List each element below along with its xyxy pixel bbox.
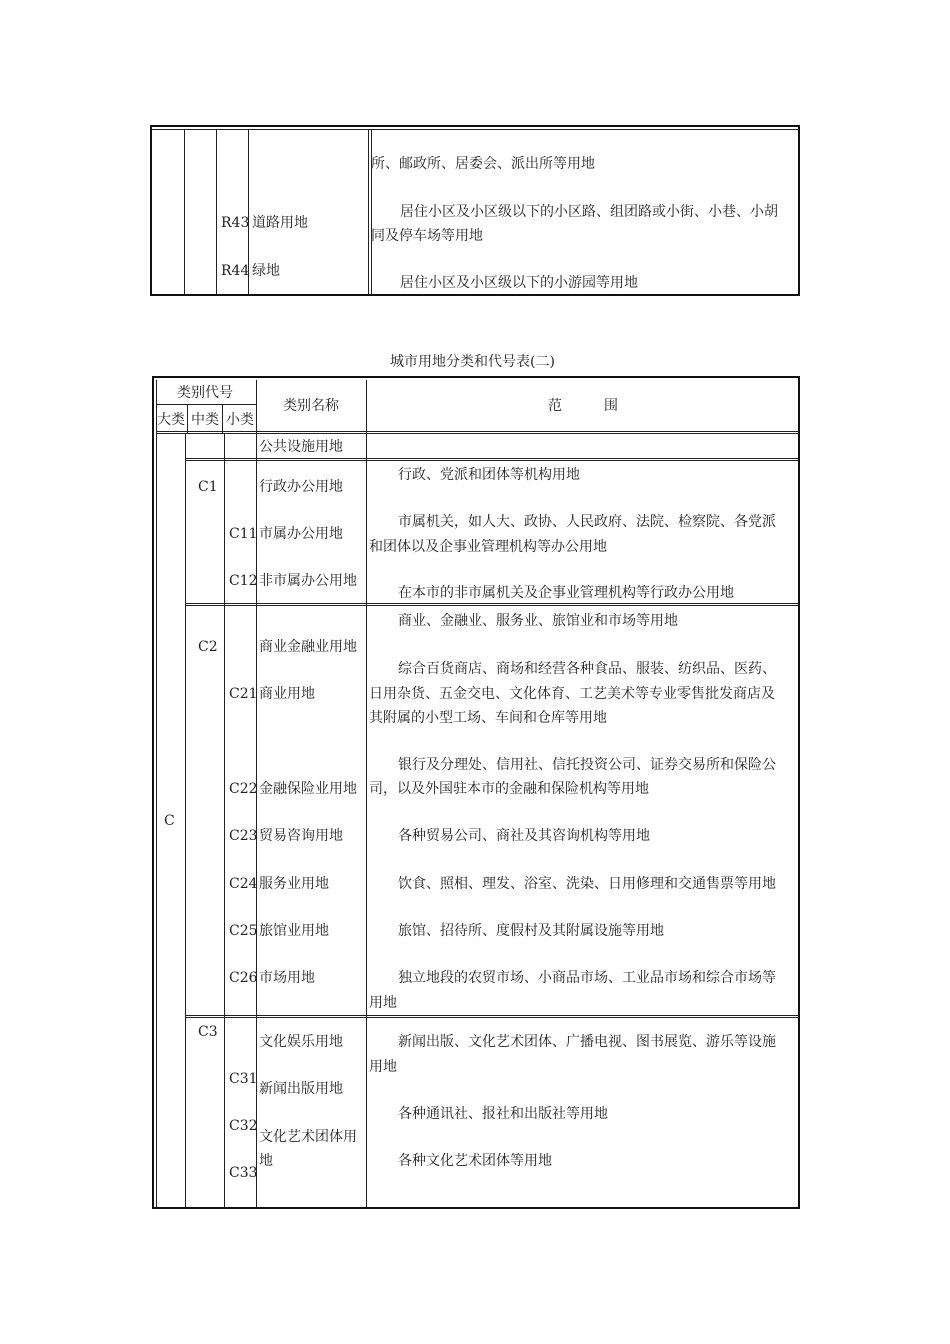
header-category-code: 类别代号 [177,385,233,401]
header-name: 类别名称 [283,398,339,414]
table-cell-name: 地 [259,1153,273,1169]
table-cell-scope: 各种文化艺术团体等用地 [398,1153,552,1169]
table-cell-scope: 居住小区及小区级以下的小游园等用地 [400,275,638,291]
table-cell-scope: 其附属的小型工场、车间和仓库等用地 [369,710,607,726]
table-cell-name: 商业金融业用地 [259,639,357,655]
table-cell-name: 文化艺术团体用 [259,1129,357,1145]
table-cell-scope: 日用杂货、五金交电、文化体育、工艺美术等专业零售批发商店及 [369,686,775,702]
table-cell-scope: 所、邮政所、居委会、派出所等用地 [371,156,595,172]
table-cell-scope: 各种贸易公司、商社及其咨询机构等用地 [398,828,650,844]
table-cell-scope: 银行及分理处、信用社、信托投资公司、证券交易所和保险公 [398,757,776,773]
table-cell-code: C21 [229,686,258,702]
table-cell-scope: 在本市的非市属机关及企事业管理机构等行政办公用地 [398,585,734,601]
table-cell-code: C12 [229,573,258,589]
table-cell-scope: 商业、金融业、服务业、旅馆业和市场等用地 [398,613,678,629]
table-title: 城市用地分类和代号表(二) [390,354,555,370]
table-cell-scope: 司，以及外国驻本市的金融和保险机构等用地 [369,781,649,797]
table-cell-scope: 独立地段的农贸市场、小商品市场、工业品市场和综合市场等 [398,970,776,986]
table-cell-code: C22 [229,781,258,797]
major-code: C [164,813,175,829]
table-cell-name: 商业用地 [259,686,315,702]
table-cell-scope: 和团体以及企事业管理机构等办公用地 [369,539,607,555]
table-cell-scope: 市属机关，如人大、政协、人民政府、法院、检察院、各党派 [398,514,776,530]
table-cell-code: C25 [229,923,258,939]
table-cell-code: C3 [198,1024,218,1040]
table-cell-scope: 居住小区及小区级以下的小区路、组团路或小街、小巷、小胡 [400,204,778,220]
table-cell-code: C11 [229,526,258,542]
table-cell-name: 文化娱乐用地 [259,1034,343,1050]
table-cell-name: 道路用地 [252,215,308,231]
table-cell-name: 服务业用地 [259,876,329,892]
table-cell-name: 贸易咨询用地 [259,828,343,844]
table-cell-name: 金融保险业用地 [259,781,357,797]
table-cell-scope: 同及停车场等用地 [371,228,483,244]
table-cell-name: 绿地 [252,263,280,279]
header-major: 大类 [157,412,185,428]
table-cell-code: C23 [229,828,258,844]
table-cell-name: 旅馆业用地 [259,923,329,939]
table-cell-scope: 综合百货商店、商场和经营各种食品、服装、纺织品、医药、 [398,661,776,677]
header-scope: 范 围 [548,398,618,414]
header-medium: 中类 [191,412,219,428]
table-cell-name: 行政办公用地 [259,479,343,495]
table-cell-scope: 旅馆、招待所、度假村及其附属设施等用地 [398,923,664,939]
table-cell-code: C32 [229,1118,258,1134]
table-cell-code: C26 [229,970,258,986]
table-cell-code: C1 [198,479,218,495]
table-cell-scope: 饮食、照相、理发、浴室、洗染、日用修理和交通售票等用地 [398,876,776,892]
table-cell-scope: 各种通讯社、报社和出版社等用地 [398,1106,608,1122]
table-cell-name: 市场用地 [259,970,315,986]
table-cell-code: C31 [229,1071,258,1087]
table-cell-code: C33 [229,1165,258,1181]
header-minor: 小类 [226,412,254,428]
table-cell-scope: 用地 [369,1059,397,1075]
table-cell-code: R43 [221,215,250,231]
table-cell-name: 公共设施用地 [259,439,343,455]
table-cell-code: C24 [229,876,258,892]
table-cell-scope: 行政、党派和团体等机构用地 [398,467,580,483]
table-cell-name: 新闻出版用地 [259,1081,343,1097]
table-cell-scope: 新闻出版、文化艺术团体、广播电视、图书展览、游乐等设施 [398,1034,776,1050]
table-cell-code: R44 [221,263,250,279]
table-cell-code: C2 [198,639,218,655]
table-cell-name: 非市属办公用地 [259,573,357,589]
table-cell-name: 市属办公用地 [259,526,343,542]
table-cell-scope: 用地 [369,995,397,1011]
